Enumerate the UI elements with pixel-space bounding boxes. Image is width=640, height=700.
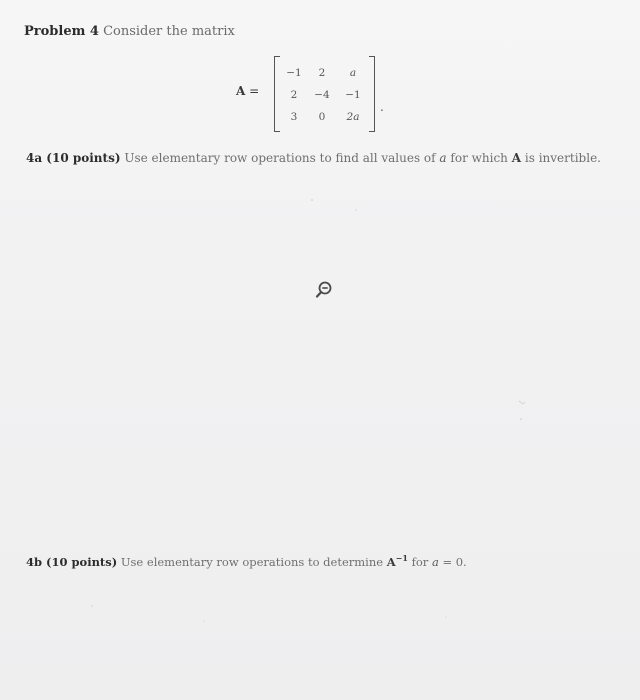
matrix-cell: 2a (346, 111, 360, 123)
part-b (26, 553, 467, 569)
matrix-cell: 2 (318, 67, 326, 79)
part-a-text-middle: for which (450, 151, 508, 165)
part-b-superscript: −1 (395, 553, 408, 563)
part-b-matrix-ref: A (386, 554, 396, 569)
part-b-text-before: Use elementary row operations to determine (120, 554, 384, 569)
matrix-cell: −4 (314, 89, 330, 101)
part-a-matrix-ref: A (511, 151, 522, 165)
part-b-var: a (431, 554, 439, 569)
zoom-in-icon[interactable] (314, 280, 334, 300)
matrix-name: A (236, 84, 246, 98)
part-b-label: 4b (10 points) (26, 554, 118, 569)
matrix-row (280, 106, 370, 128)
matrix-cell: −1 (345, 89, 361, 101)
part-a-text-after: is invertible. (524, 151, 601, 165)
part-b-text-for: for (411, 554, 429, 569)
matrix-row (280, 62, 370, 84)
matrix-grid (280, 62, 370, 128)
part-b-condition: = 0. (442, 554, 467, 569)
matrix-cell: 2 (290, 89, 298, 101)
matrix-row (280, 84, 370, 106)
problem-intro: Consider the matrix (103, 24, 235, 39)
matrix-right-bracket (369, 56, 375, 132)
matrix-terminator: . (380, 100, 384, 114)
matrix-lhs (236, 84, 259, 98)
matrix-cell: 3 (290, 111, 298, 123)
matrix-cell: 0 (318, 111, 326, 123)
matrix-cell: a (349, 67, 357, 79)
part-a-var: a (439, 151, 447, 165)
part-a-text-before: Use elementary row operations to find all values of (124, 151, 436, 165)
matrix-cell: −1 (286, 67, 302, 79)
part-a-label: 4a (10 points) (26, 151, 121, 165)
equals-sign: = (249, 84, 260, 98)
problem-heading (24, 24, 235, 39)
problem-label: Problem 4 (24, 24, 99, 39)
part-a (26, 151, 601, 165)
